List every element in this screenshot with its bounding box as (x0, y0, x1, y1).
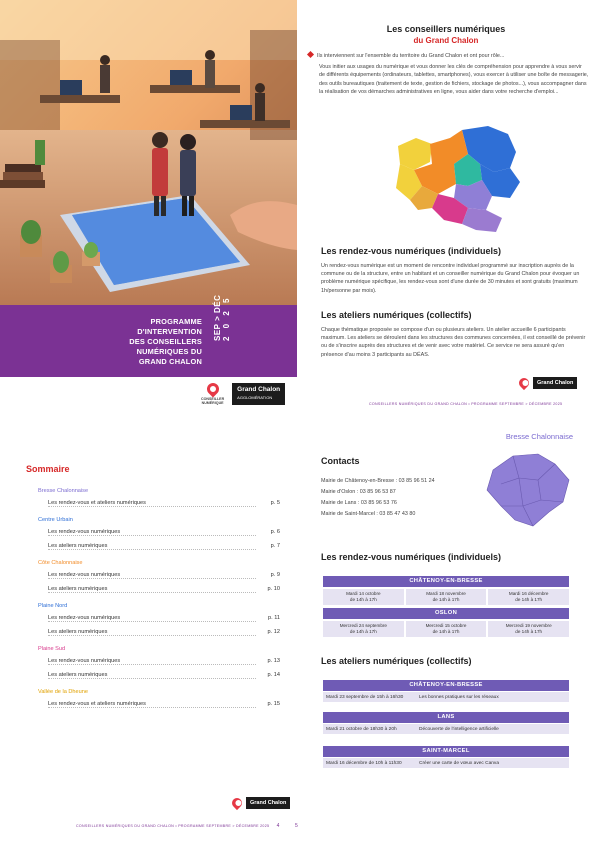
intro-footer: CONSEILLERS NUMÉRIQUES DU GRAND CHALON • PROGRAMME SEPTEMBRE > DÉCEMBRE 2025 (369, 402, 563, 406)
cover-period (213, 295, 231, 341)
toc-item-page: p. 14 (267, 672, 280, 678)
toc-item[interactable] (48, 629, 280, 636)
toc-item-label: Les rendez-vous et ateliers numériques (48, 500, 256, 507)
cover-title-band (0, 294, 297, 377)
cover-period-months: SEP > DÉC (213, 294, 222, 341)
atelier-date: Mardi 16 décembre de 10h à 11h30 (326, 760, 402, 766)
sector-map (483, 450, 573, 528)
page-number-left: 4 (276, 823, 280, 829)
summary-logos (232, 797, 290, 809)
summary-footer (76, 823, 298, 829)
intro-body: Vous initier aux usages du numérique et vous donner les clés de compréhension pour apprendre à vous servir de différents équipements (ordinateurs, tablettes, smartphones), vous exercer à utiliser une boîte de messagerie, des outils bureautiques (traitement de texte, gestion de fichiers, stockage de photos...), vous accompagner dans la réalisation de vos démarches administratives en ligne, vous aider dans votre recherche d'emploi... (319, 64, 589, 95)
location-pin-icon (204, 381, 221, 398)
toc-section[interactable]: Vallée de la Dheune (38, 689, 88, 695)
conseiller-numerique-logo (201, 383, 224, 405)
toc-section[interactable]: Plaine Sud (38, 646, 66, 652)
atelier-topic: Découverte de l'intelligence artificielle (419, 726, 499, 732)
gc-logo-name: Grand Chalon (250, 800, 287, 806)
toc-section[interactable]: Plaine Nord (38, 603, 68, 609)
grand-chalon-logo (232, 383, 285, 405)
page-number-right: 5 (295, 823, 299, 829)
toc-section[interactable]: Centre Urbain (38, 517, 73, 523)
atelier-topic: Les bonnes pratiques sur les réseaux (419, 694, 499, 700)
toc-item-page: p. 12 (267, 629, 280, 635)
toc-item-label: Les rendez-vous numériques (48, 572, 256, 579)
toc-section[interactable]: Bresse Chalonnaise (38, 488, 89, 494)
slot-row (323, 589, 569, 605)
toc-item-page: p. 9 (270, 572, 280, 578)
toc-item[interactable] (48, 658, 280, 665)
intro-page (297, 0, 595, 410)
intro-title: Les conseillers numériques (386, 24, 506, 34)
summary-title: Sommaire (26, 464, 70, 474)
toc-item[interactable] (48, 572, 280, 579)
grand-chalon-logo (533, 377, 577, 389)
toc-item[interactable] (48, 586, 280, 593)
appointment-slot[interactable]: Mercredi 15 octobre de 14h à 17h (406, 621, 487, 637)
town-banner: CHÂTENOY-EN-BRESSE (323, 576, 569, 587)
diamond-bullet-icon (307, 51, 314, 58)
contact-line: Mairie de Saint-Marcel : 03 85 47 43 80 (321, 511, 416, 517)
atelier-date: Mardi 21 octobre de 18h30 à 20h (326, 726, 397, 732)
cover-title-line: DES CONSEILLERS (129, 337, 202, 346)
contact-line: Mairie de Lans : 03 85 96 53 76 (321, 500, 397, 506)
atelier-row[interactable] (323, 692, 569, 702)
bresse-page (297, 420, 595, 842)
toc-item[interactable] (48, 672, 280, 679)
toc-item-label: Les rendez-vous numériques (48, 615, 256, 622)
toc-item[interactable] (48, 529, 280, 536)
contact-line: Mairie de Châtenoy-en-Bresse : 03 85 96 51 24 (321, 478, 435, 484)
toc-item-page: p. 11 (267, 615, 280, 621)
toc-item-label: Les ateliers numériques (48, 543, 256, 550)
toc-item-page: p. 13 (267, 658, 280, 664)
appointment-slot[interactable]: Mardi 16 décembre de 14h à 17h (488, 589, 569, 605)
intro-text (319, 52, 589, 99)
toc-item[interactable] (48, 615, 280, 622)
contacts-title: Contacts (321, 456, 360, 466)
cover-title-line: D'INTERVENTION (137, 327, 202, 336)
atelier-row[interactable] (323, 758, 569, 768)
cover-title (62, 317, 202, 367)
contact-line: Mairie d'Oslon : 03 85 96 53 87 (321, 489, 396, 495)
intro-subtitle: du Grand Chalon (413, 36, 479, 45)
cover-title-line: NUMÉRIQUES DU (136, 347, 202, 356)
intro-lead: Ils interviennent sur l'ensemble du territoire du Grand Chalon et ont pour rôle... (317, 53, 505, 59)
cover-page (0, 0, 297, 377)
rdv-title: Les rendez-vous numériques (individuels) (321, 246, 502, 256)
territory-map (392, 124, 527, 236)
bresse-ateliers-title: Les ateliers numériques (collectifs) (321, 656, 472, 666)
town-banner: OSLON (323, 608, 569, 619)
toc-section[interactable]: Côte Chalonnaise (38, 560, 83, 566)
gc-logo-sub: AGGLOMÉRATION (237, 395, 273, 400)
toc-item[interactable] (48, 500, 280, 507)
cover-title-line: PROGRAMME (150, 317, 202, 326)
toc-item-label: Les ateliers numériques (48, 672, 256, 679)
bresse-rdv-title: Les rendez-vous numériques (individuels) (321, 552, 502, 562)
gc-logo-name: Grand Chalon (237, 386, 281, 393)
appointment-slot[interactable]: Mercredi 19 novembre de 14h à 17h (488, 621, 569, 637)
toc-item-page: p. 6 (270, 529, 280, 535)
town-banner: LANS (323, 712, 569, 723)
location-pin-icon (517, 376, 531, 390)
ateliers-body: Chaque thématique proposée se compose d'un ou plusieurs ateliers. Un atelier accueille 6 participants maximum. Les ateliers se déroulent dans les structures des communes concernées, il est conseillé de prévenir ou de s'inscrire auprès des structures et de venir avec votre matériel. Ce service ne sera assuré qu'en présence d'au moins 3 participants au DÉAS. (321, 327, 586, 358)
contacts-list (321, 476, 435, 520)
toc-item-label: Les rendez-vous numériques (48, 658, 256, 665)
toc-item-page: p. 5 (270, 500, 280, 506)
appointment-slot[interactable]: Mercredi 24 septembre de 14h à 17h (323, 621, 404, 637)
table-of-contents (38, 488, 280, 715)
toc-item[interactable] (48, 543, 280, 550)
atelier-topic: Créer une carte de vœux avec Canva (419, 760, 499, 766)
slot-row (323, 621, 569, 637)
ateliers-title: Les ateliers numériques (collectifs) (321, 310, 472, 320)
intro-logos (519, 377, 577, 389)
cover-period-year: 2 0 2 5 (222, 295, 231, 341)
toc-item-label: Les rendez-vous et ateliers numériques (48, 701, 256, 708)
cover-illustration (0, 0, 297, 305)
town-banner: SAINT-MARCEL (323, 746, 569, 757)
summary-page (0, 420, 297, 842)
grand-chalon-logo (246, 797, 290, 809)
summary-footer-text: CONSEILLERS NUMÉRIQUES DU GRAND CHALON • PROGRAMME SEPTEMBRE > DÉCEMBRE 2025 (76, 824, 270, 828)
toc-item-label: Les ateliers numériques (48, 629, 256, 636)
sector-header: Bresse Chalonnaise (505, 432, 573, 441)
gc-logo-name: Grand Chalon (537, 380, 574, 386)
toc-item-page: p. 15 (267, 701, 280, 707)
rdv-body: Un rendez-vous numérique est un moment de rencontre individuel programmé sur inscription auprès de la commune ou de la structure, entre un habitant et un conseiller numérique du Grand Chalon pour évoquer un problème numérique spécifique, les rendez-vous sont d'une durée de 30 minutes et sont gratuits (maximum 1h/personne par mois). (321, 263, 580, 294)
toc-item[interactable] (48, 701, 280, 708)
appointment-slot[interactable]: Mardi 14 octobre de 14h à 17h (323, 589, 404, 605)
cover-logos (201, 381, 285, 407)
appointment-slot[interactable]: Mardi 18 novembre de 14h à 17h (406, 589, 487, 605)
cn-logo-line: NUMÉRIQUE (201, 401, 224, 405)
toc-item-label: Les rendez-vous numériques (48, 529, 256, 536)
toc-item-page: p. 10 (267, 586, 280, 592)
cover-title-line: GRAND CHALON (138, 357, 202, 366)
atelier-row[interactable] (323, 724, 569, 734)
location-pin-icon (230, 796, 244, 810)
atelier-date: Mardi 23 septembre de 15h à 16h30 (326, 694, 404, 700)
cn-logo-line: CONSEILLER (201, 397, 225, 401)
toc-item-page: p. 7 (270, 543, 280, 549)
town-banner: CHÂTENOY-EN-BRESSE (323, 680, 569, 691)
toc-item-label: Les ateliers numériques (48, 586, 256, 593)
